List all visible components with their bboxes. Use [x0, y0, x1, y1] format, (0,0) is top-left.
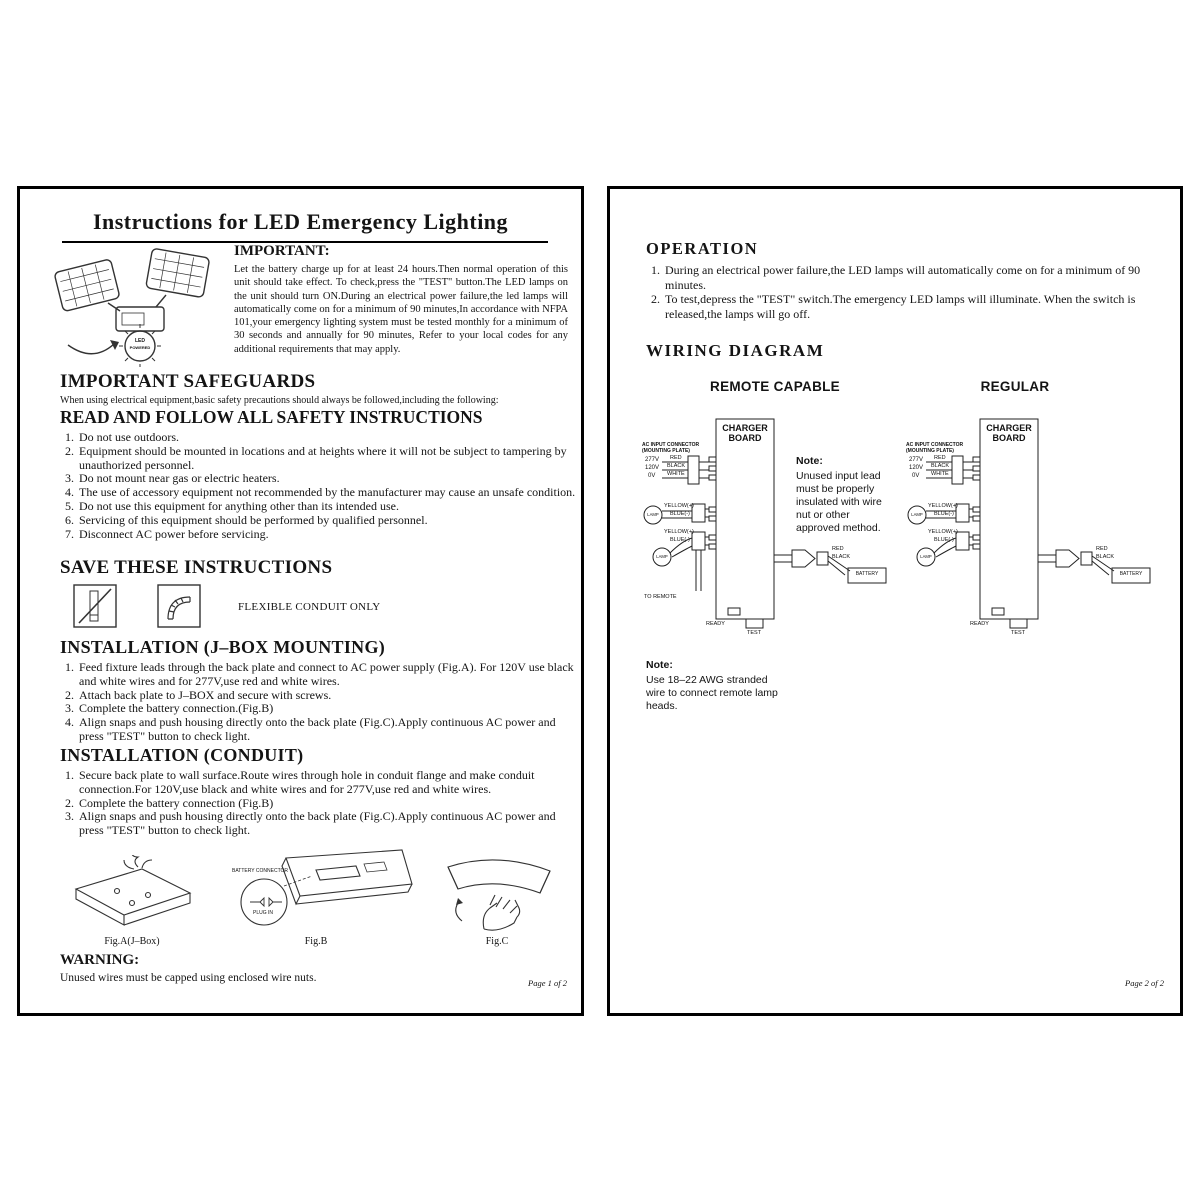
jbox-heading: INSTALLATION (J–BOX MOUNTING): [60, 637, 386, 657]
flexible-conduit-note: FLEXIBLE CONDUIT ONLY: [238, 601, 381, 613]
list-item: 5. Do not use this equipment for anything other than its intended use.: [77, 500, 582, 514]
led-badge-line1: LED: [135, 338, 145, 344]
v0-label: 0V: [912, 473, 920, 479]
lamp-label: LAMP: [911, 512, 923, 517]
test-label: TEST: [747, 630, 762, 636]
no-rigid-conduit-icon: [72, 583, 118, 629]
lamp-label: LAMP: [920, 554, 932, 559]
battery-connection-drawing: [216, 844, 416, 932]
ac-input-label: AC INPUT CONNECTOR: [906, 442, 964, 448]
note-body: Use 18–22 AWG stranded wire to connect remote lamp heads.: [646, 674, 778, 712]
list-item: 4. The use of accessory equipment not recommended by the manufacturer may cause an unsafe condition.: [77, 486, 582, 500]
figure-b-label: Fig.B: [304, 936, 328, 947]
list-item: 2. To test,depress the "TEST" switch.The emergency LED lamps will illuminate. When the switch is released,the lamps will go off.: [663, 292, 1175, 321]
remote-capable-title: REMOTE CAPABLE: [710, 379, 840, 394]
yellow-label: YELLOW(+): [664, 503, 694, 509]
warning-heading: WARNING:: [60, 952, 140, 968]
list-item: 4. Align snaps and push housing directly onto the back plate (Fig.C).Apply continuous AC power and press "TEST" button to check light.: [77, 716, 582, 744]
page-2-number: Page 2 of 2: [1125, 978, 1164, 988]
blue-label: BLUE(-): [670, 511, 690, 517]
save-heading: SAVE THESE INSTRUCTIONS: [60, 557, 333, 578]
lamp-label: LAMP: [647, 512, 659, 517]
operation-list: [646, 263, 1175, 321]
v277-label: 277V: [909, 457, 924, 463]
list-item: 3. Align snaps and push housing directly onto the back plate (Fig.C).Apply continuous AC power and press "TEST" button to check light.: [77, 810, 582, 838]
safety-list: [60, 431, 582, 541]
charger-board-label: CHARGER BOARD: [986, 423, 1032, 443]
figure-c: [432, 849, 562, 947]
black-wire-label: BLACK: [667, 463, 686, 469]
battery-black-label: BLACK: [1096, 554, 1115, 560]
v120-label: 120V: [645, 465, 660, 471]
v277-label: 277V: [645, 457, 660, 463]
plug-in-label: PLUG IN: [253, 910, 274, 916]
mounting-plate-label: (MOUNTING PLATE): [906, 448, 954, 454]
yellow-label: YELLOW(+): [928, 503, 958, 509]
figure-a: [62, 855, 202, 947]
warning-text: Unused wires must be capped using enclosed wire nuts.: [60, 972, 317, 984]
v0-label: 0V: [648, 473, 656, 479]
white-wire-label: WHITE: [667, 471, 685, 477]
fixture-illustration: [48, 247, 233, 367]
v120-label: 120V: [909, 465, 924, 471]
note-heading: Note:: [646, 659, 673, 671]
safeguards-intro: When using electrical equipment,basic safety precautions should always be followed,including the following:: [60, 395, 499, 406]
led-badge-line2: POWERED: [129, 345, 151, 350]
important-paragraph: Let the battery charge up for at least 24 hours.Then normal operation of this unit should take effect. To check,press the "TEST" button.The LED lamps on the unit should turn ON.During an electrical power failure,the led lamps will automatically come on for a minimum of 90 minutes,In accordance with NFPA 101,your emergency lighting system must be tested monthly for a minimum of 30 seconds and annually for 90 minutes, Refer to your local codes for any additional requirements that may apply.: [234, 264, 568, 355]
wiring-heading: WIRING DIAGRAM: [646, 341, 825, 360]
safety-heading: READ AND FOLLOW ALL SAFETY INSTRUCTIONS: [60, 407, 483, 427]
blue-label: BLUE(-): [670, 537, 690, 543]
battery-red-label: RED: [832, 546, 844, 552]
regular-title: REGULAR: [980, 379, 1050, 394]
note-heading: Note:: [796, 455, 823, 467]
red-wire-label: RED: [934, 455, 946, 461]
list-item: 2. Complete the battery connection (Fig.B): [77, 797, 582, 811]
figure-b: [216, 844, 416, 947]
figure-a-label: Fig.A(J–Box): [104, 936, 160, 947]
battery-connector-label: BATTERY CONNECTOR: [232, 868, 289, 874]
battery-black-label: BLACK: [832, 554, 851, 560]
safeguards-heading: IMPORTANT SAFEGUARDS: [60, 371, 316, 392]
flexible-conduit-icon: [156, 583, 202, 629]
page-2: [607, 186, 1183, 1016]
unused-lead-note: [796, 455, 888, 535]
to-remote-label: TO REMOTE: [644, 594, 677, 600]
test-label: TEST: [1011, 630, 1026, 636]
mounting-plate-label: (MOUNTING PLATE): [642, 448, 690, 454]
note-body: Unused input lead must be properly insulated with wire nut or other approved method.: [796, 470, 882, 534]
ready-label: READY: [970, 621, 989, 627]
white-wire-label: WHITE: [931, 471, 949, 477]
conduit-heading: INSTALLATION (CONDUIT): [60, 745, 304, 765]
list-item: 1. Secure back plate to wall surface.Route wires through hole in conduit flange and make conduit connection.For 120V,use black and white wires and for 277V,use red and white wires.: [77, 769, 582, 797]
figure-c-label: Fig.C: [485, 936, 509, 947]
list-item: 2. Attach back plate to J–BOX and secure with screws.: [77, 689, 582, 703]
red-wire-label: RED: [670, 455, 682, 461]
yellow-label: YELLOW(+): [664, 529, 694, 535]
jbox-list: [60, 661, 582, 744]
wiring-diagram-regular: [906, 405, 1164, 657]
awg-wire-note: [646, 659, 786, 713]
list-item: 1. During an electrical power failure,the LED lamps will automatically come on for a minimum of 90 minutes.: [663, 263, 1175, 292]
list-item: 1. Feed fixture leads through the back plate and connect to AC power supply (Fig.A). For 120V use black and white wires and for 277V,use red and white wires.: [77, 661, 582, 689]
battery-label: BATTERY: [855, 571, 879, 577]
list-item: 6. Servicing of this equipment should be performed by qualified personnel.: [77, 514, 582, 528]
battery-label: BATTERY: [1119, 571, 1143, 577]
list-item: 3. Complete the battery connection.(Fig.B): [77, 702, 582, 716]
push-housing-drawing: [432, 849, 562, 931]
charger-board-label: CHARGER BOARD: [722, 423, 768, 443]
blue-label: BLUE(-): [934, 537, 954, 543]
page-1-number: Page 1 of 2: [528, 978, 567, 988]
yellow-label: YELLOW(+): [928, 529, 958, 535]
ready-label: READY: [706, 621, 725, 627]
backplate-drawing: [62, 855, 202, 931]
important-heading: IMPORTANT:: [234, 243, 330, 259]
list-item: 2. Equipment should be mounted in locations and at heights where it will not be subject to tampering by unauthorized personnel.: [77, 445, 582, 473]
page-1: [17, 186, 584, 1016]
operation-heading: OPERATION: [646, 239, 759, 258]
list-item: 3. Do not mount near gas or electric heaters.: [77, 472, 582, 486]
blue-label: BLUE(-): [934, 511, 954, 517]
page-title: Instructions for LED Emergency Lighting: [92, 209, 509, 234]
conduit-list: [60, 769, 582, 838]
ac-input-label: AC INPUT CONNECTOR: [642, 442, 700, 448]
lamp-label: LAMP: [656, 554, 668, 559]
black-wire-label: BLACK: [931, 463, 950, 469]
list-item: 7. Disconnect AC power before servicing.: [77, 528, 582, 542]
list-item: 1. Do not use outdoors.: [77, 431, 582, 445]
battery-red-label: RED: [1096, 546, 1108, 552]
